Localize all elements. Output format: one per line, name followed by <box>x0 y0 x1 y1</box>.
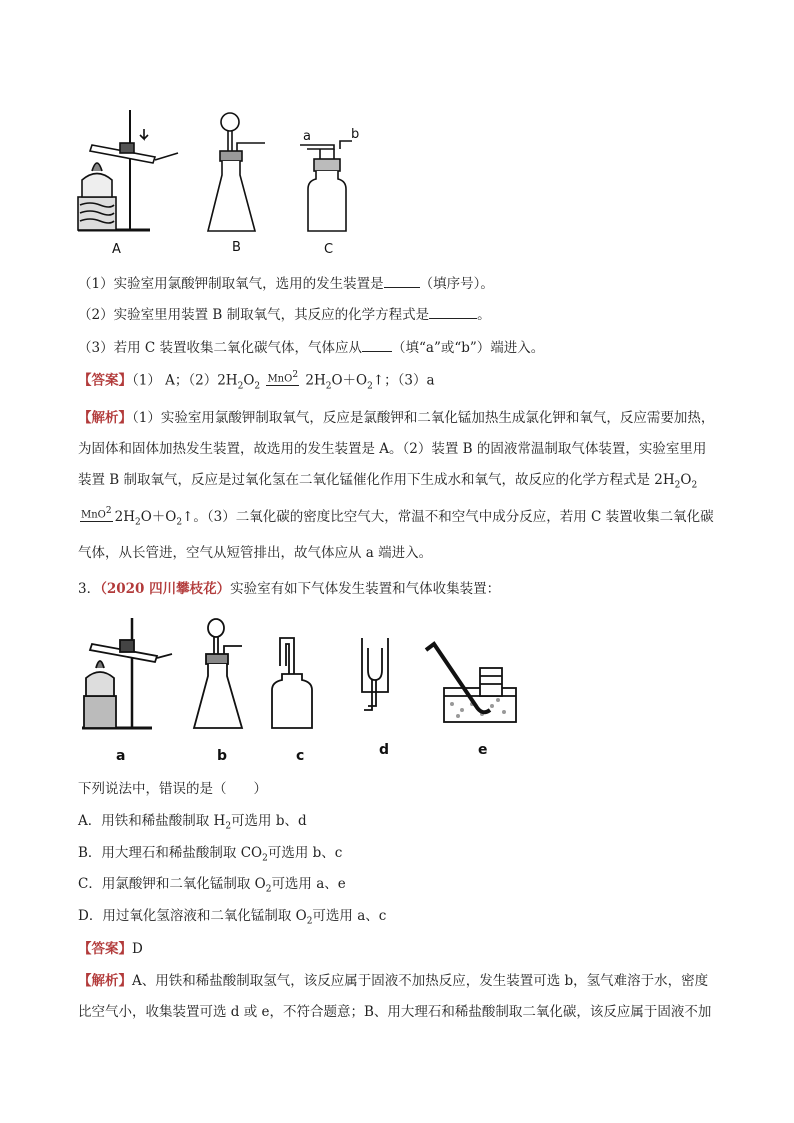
label-e-lower: e <box>478 742 488 758</box>
question-item-2: （2）实验室里用装置 B 制取氧气，其反应的化学方程式是 。 <box>78 304 491 325</box>
question-item-1: （1）实验室用氯酸钾制取氧气，选用的发生装置是 （填序号）。 <box>78 273 494 294</box>
label-d-lower: d <box>379 742 390 758</box>
catalyst-label-2: MnO$^2$ <box>81 506 112 521</box>
tube-label-a: a <box>303 129 311 144</box>
label-a-lower: a <box>116 748 126 764</box>
catalyst-label: MnO$^2$ <box>267 370 299 385</box>
option-b: B．用大理石和稀盐酸制取 $CO_2$可选用 b、c <box>78 845 343 864</box>
label-b-upper: B <box>232 240 241 255</box>
label-a-upper: A <box>112 242 121 257</box>
answer-tag: 【答案】 <box>78 372 132 389</box>
tube-label-b: b <box>351 127 360 142</box>
question-item-3: （3）若用 C 装置收集二氧化碳气体，气体应从 （填“a”或“b”）端进入。 <box>78 337 544 358</box>
label-b-lower: b <box>217 748 228 764</box>
analysis-q2: 【解析】（1）实验室用氯酸钾制取氧气，反应是氯酸钾和二氧化锰加热生成氯化钾和氧气，反应需要加热， 为固体和固体加热发生装置，故选用的发生装置是 A。（2）装置 B 的固液常温制取气体装置，实验室里用 装置 B 制取氧气，反应是过氧化氢在二氧化锰催化作用下生成水和氧气，故反应的化学方程式是 $2H_2O_2$ MnO$^2$ $2H_2O+O_2↑$。（3）二氧化碳的密度比空气大，常温不和空气中成分反应，若用 C 装置收集二氧化碳 气体，从长管进，空气从短管排出，故气体应从 a 端进入。 <box>78 410 715 562</box>
label-c-lower: c <box>296 748 305 764</box>
question-3-prompt: 下列说法中，错误的是（ ） <box>78 781 267 797</box>
option-a: A．用铁和稀盐酸制取 $H_2$可选用 b、d <box>78 813 307 832</box>
option-d: D．用过氧化氢溶液和二氧化锰制取 $O_2$可选用 a、c <box>78 908 387 927</box>
label-c-upper: C <box>324 242 334 257</box>
analysis-q3: 【解析】A、用铁和稀盐酸制取氢气，该反应属于固液不加热反应，发生装置可选 b，氢气难溶于水，密度 比空气小，收集装置可选 d 或 e，不符合题意；B、用大理石和稀盐酸制取二氧化碳，该反应属于固液不加 <box>78 973 712 1020</box>
answer-line-q2: 【答案】（1） A；$(2)2H_2O_2$ MnO$^2$ $2H_2O+O_2↑$；（3）a <box>78 370 435 392</box>
apparatus-figure-abc <box>70 105 390 260</box>
option-c: C．用氯酸钾和二氧化锰制取 $O_2$可选用 a、e <box>78 876 346 895</box>
question-source: （2020 四川攀枝花） <box>100 581 231 597</box>
apparatus-figure-abcde <box>72 610 532 770</box>
answer-line-q3: 【答案】D <box>78 941 143 957</box>
question-3-stem: 3．（2020 四川攀枝花）实验室有如下气体发生装置和气体收集装置： <box>78 581 501 597</box>
